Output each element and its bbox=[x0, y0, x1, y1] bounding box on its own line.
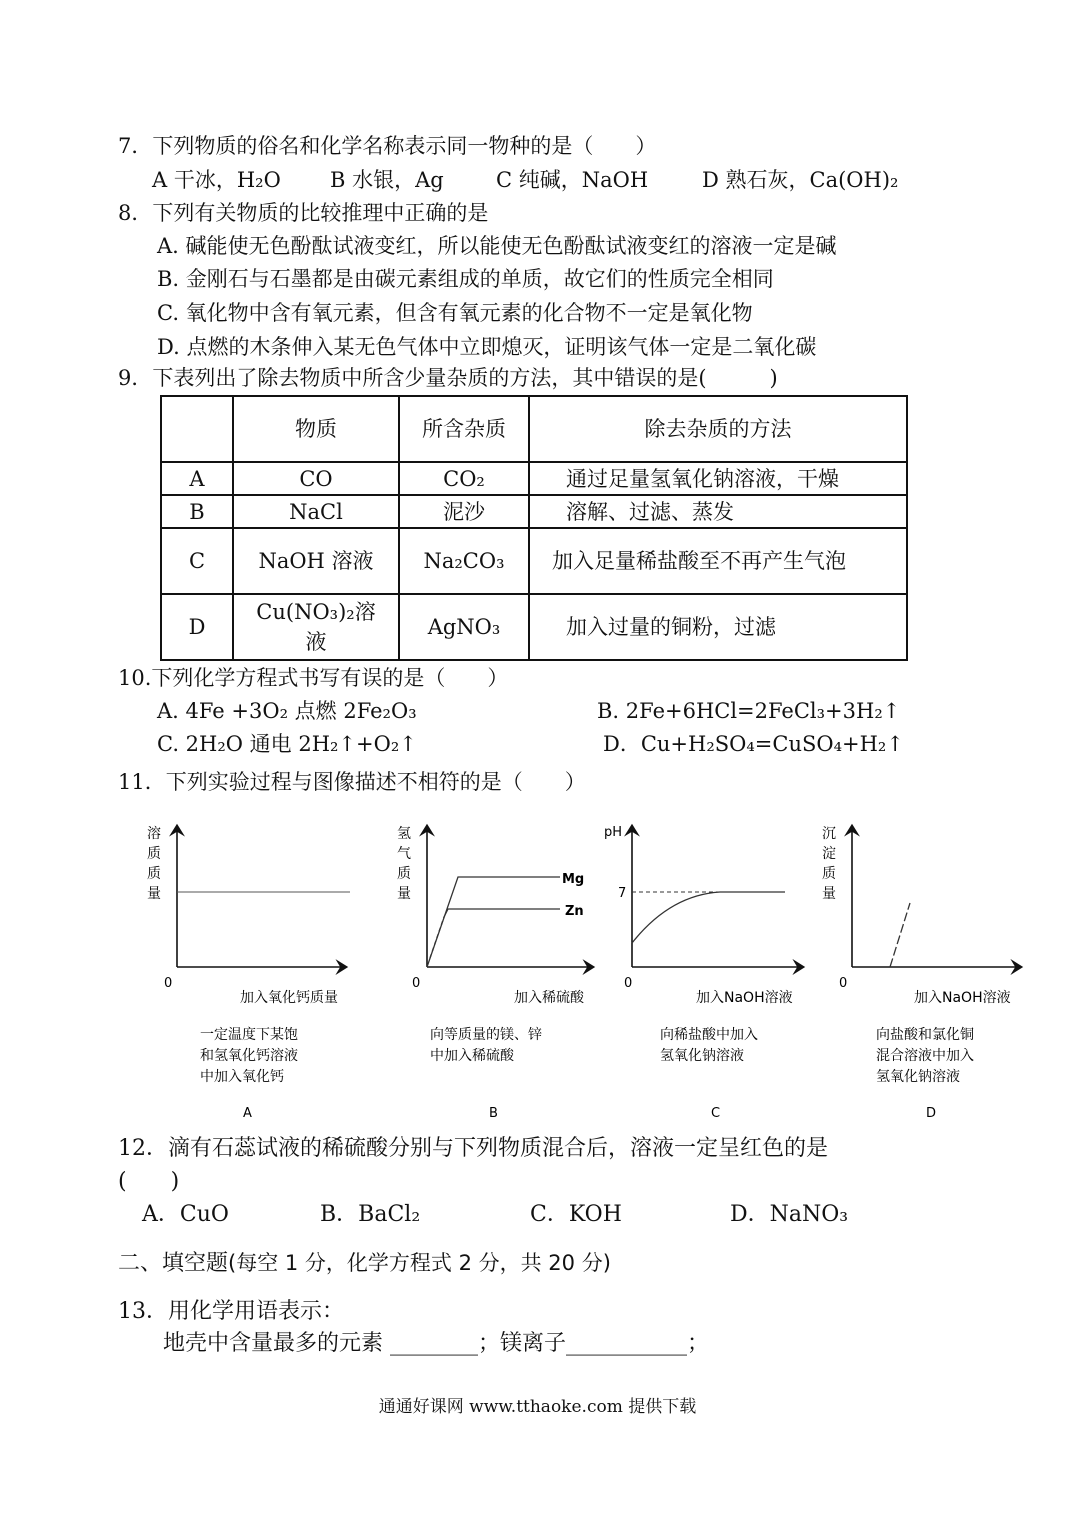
table-cell: 加入足量稀盐酸至不再产生气泡 bbox=[529, 528, 907, 594]
section-title: 二、填空题 bbox=[118, 1251, 229, 1276]
q9-table bbox=[160, 395, 908, 661]
q8-option-a: A. 碱能使无色酚酞试液变红，所以能使无色酚酞试液变红的溶液一定是碱 bbox=[157, 234, 837, 258]
chart-c-xlabel: 加入NaOH溶液 bbox=[696, 990, 793, 1006]
q11-charts bbox=[130, 815, 1050, 1125]
table-cell: B bbox=[161, 495, 233, 528]
chart-d-line bbox=[890, 903, 910, 967]
table-cell: 泥沙 bbox=[399, 495, 529, 528]
q12-option-c: C．KOH bbox=[530, 1202, 622, 1227]
chart-b-series-mg bbox=[427, 877, 560, 967]
section-heading bbox=[118, 1248, 611, 1279]
chart-b-series-zn bbox=[444, 909, 560, 917]
chart-a-desc-line: 中加入氧化钙 bbox=[200, 1069, 284, 1085]
table-cell: 加入过量的铜粉，过滤 bbox=[529, 594, 907, 660]
q8-option-d: D. 点燃的木条伸入某无色气体中立即熄灭，证明该气体一定是二氧化碳 bbox=[157, 335, 817, 359]
chart-c-ylabel: pH bbox=[604, 825, 623, 840]
chart-b-desc-line: 中加入稀硫酸 bbox=[430, 1048, 514, 1064]
chart-a-desc-line: 一定温度下某饱 bbox=[200, 1027, 298, 1043]
q10-option-b: B. 2Fe+6HCl=2FeCl₃+3H₂↑ bbox=[597, 699, 901, 723]
q10-option-a: A. 4Fe +3O₂ 点燃 2Fe₂O₃ bbox=[157, 699, 417, 723]
q12-option-d: D．NaNO₃ bbox=[730, 1202, 849, 1227]
q11-stem: 11．下列实验过程与图像描述不相符的是（ ） bbox=[118, 770, 586, 794]
q8-option-c: C. 氧化物中含有氧元素，但含有氧元素的化合物不一定是氧化物 bbox=[157, 301, 753, 325]
vertical-axis-labels bbox=[147, 825, 836, 902]
chart-b-origin: 0 bbox=[412, 976, 421, 991]
chart-d bbox=[839, 827, 1020, 1121]
chart-ylabel-vertical: 氢气质量 bbox=[397, 826, 411, 902]
chart-c-ytick: 7 bbox=[618, 886, 627, 901]
table-row bbox=[161, 594, 907, 660]
q12-paren: ( ) bbox=[118, 1169, 180, 1194]
chart-b bbox=[412, 827, 592, 1121]
table-header-cell: 除去杂质的方法 bbox=[529, 396, 907, 462]
chart-c-letter: C bbox=[711, 1106, 721, 1121]
chart-b-legend-mg: Mg bbox=[562, 872, 585, 887]
chart-b-xlabel: 加入稀硫酸 bbox=[514, 990, 584, 1006]
chart-b-legend-zn: Zn bbox=[565, 904, 584, 919]
q10-option-c: C. 2H₂O 通电 2H₂↑+O₂↑ bbox=[157, 732, 417, 756]
chart-a-origin: 0 bbox=[164, 976, 173, 991]
table-cell: NaCl bbox=[233, 495, 399, 528]
chart-c-desc-line: 氢氧化钠溶液 bbox=[660, 1048, 744, 1064]
chart-a-desc-line: 和氢氧化钙溶液 bbox=[200, 1048, 298, 1064]
chart-a-letter: A bbox=[243, 1106, 252, 1121]
chart-d-xlabel: 加入NaOH溶液 bbox=[914, 990, 1011, 1006]
table-cell: Na₂CO₃ bbox=[399, 528, 529, 594]
table-cell: C bbox=[161, 528, 233, 594]
q7-option-a: A 干冰，H₂O bbox=[152, 168, 281, 192]
q7-option-d: D 熟石灰，Ca(OH)₂ bbox=[702, 168, 899, 192]
table-row bbox=[161, 528, 907, 594]
q7-option-c: C 纯碱，NaOH bbox=[496, 168, 649, 192]
q12-stem: 12．滴有石蕊试液的稀硫酸分别与下列物质混合后，溶液一定呈红色的是 bbox=[118, 1136, 828, 1161]
table-row bbox=[161, 462, 907, 495]
table-cell: 溶解、过滤、蒸发 bbox=[529, 495, 907, 528]
table-header-row bbox=[161, 396, 907, 462]
q13-line1: 地壳中含量最多的元素 ________；镁离子___________； bbox=[163, 1331, 709, 1356]
table-cell: CO₂ bbox=[399, 462, 529, 495]
table-header-cell: 物质 bbox=[233, 396, 399, 462]
chart-a-xlabel: 加入氧化钙质量 bbox=[240, 990, 338, 1006]
chart-c-curve bbox=[632, 892, 785, 943]
q10-option-d: D．Cu+H₂SO₄=CuSO₄+H₂↑ bbox=[603, 732, 904, 756]
table-row bbox=[161, 495, 907, 528]
chart-c bbox=[604, 825, 802, 1121]
chart-b-desc-line: 向等质量的镁、锌 bbox=[430, 1027, 542, 1043]
q12-option-a: A．CuO bbox=[142, 1202, 229, 1227]
chart-ylabel-vertical: 沉淀质量 bbox=[822, 826, 836, 902]
table-cell: 通过足量氢氧化钠溶液，干燥 bbox=[529, 462, 907, 495]
chart-d-desc-line: 向盐酸和氯化铜 bbox=[876, 1027, 974, 1043]
chart-d-desc-line: 混合溶液中加入 bbox=[876, 1048, 974, 1064]
q8-option-b: B. 金刚石与石墨都是由碳元素组成的单质，故它们的性质完全相同 bbox=[157, 267, 774, 291]
chart-ylabel-vertical: 溶质质量 bbox=[147, 826, 161, 902]
q8-stem: 8．下列有关物质的比较推理中正确的是 bbox=[118, 201, 489, 225]
table-cell: AgNO₃ bbox=[399, 594, 529, 660]
q7-stem: 7．下列物质的俗名和化学名称表示同一物种的是（ ） bbox=[118, 134, 657, 158]
table-cell: D bbox=[161, 594, 233, 660]
q9-stem: 9．下表列出了除去物质中所含少量杂质的方法，其中错误的是( ) bbox=[118, 366, 778, 390]
chart-a bbox=[164, 827, 350, 1121]
q12-option-b: B．BaCl₂ bbox=[320, 1202, 421, 1227]
section-note: (每空 1 分，化学方程式 2 分，共 20 分) bbox=[228, 1251, 611, 1275]
table-cell: CO bbox=[233, 462, 399, 495]
page-footer: 通通好课网 www.tthaoke.com 提供下载 bbox=[378, 1397, 697, 1417]
chart-d-desc-line: 氢氧化钠溶液 bbox=[876, 1069, 960, 1085]
chart-b-letter: B bbox=[489, 1106, 498, 1121]
chart-d-letter: D bbox=[926, 1106, 937, 1121]
table-cell: Cu(NO₃)₂溶液 bbox=[233, 594, 399, 660]
chart-d-origin: 0 bbox=[839, 976, 848, 991]
q7-option-b: B 水银，Ag bbox=[330, 168, 444, 192]
q10-stem: 10.下列化学方程式书写有误的是（ ） bbox=[118, 666, 509, 690]
table-cell: A bbox=[161, 462, 233, 495]
chart-c-desc-line: 向稀盐酸中加入 bbox=[660, 1027, 758, 1043]
table-cell: NaOH 溶液 bbox=[233, 528, 399, 594]
table-header-cell bbox=[161, 396, 233, 462]
chart-c-origin: 0 bbox=[624, 976, 633, 991]
q13-stem: 13．用化学用语表示： bbox=[118, 1299, 344, 1324]
table-header-cell: 所含杂质 bbox=[399, 396, 529, 462]
